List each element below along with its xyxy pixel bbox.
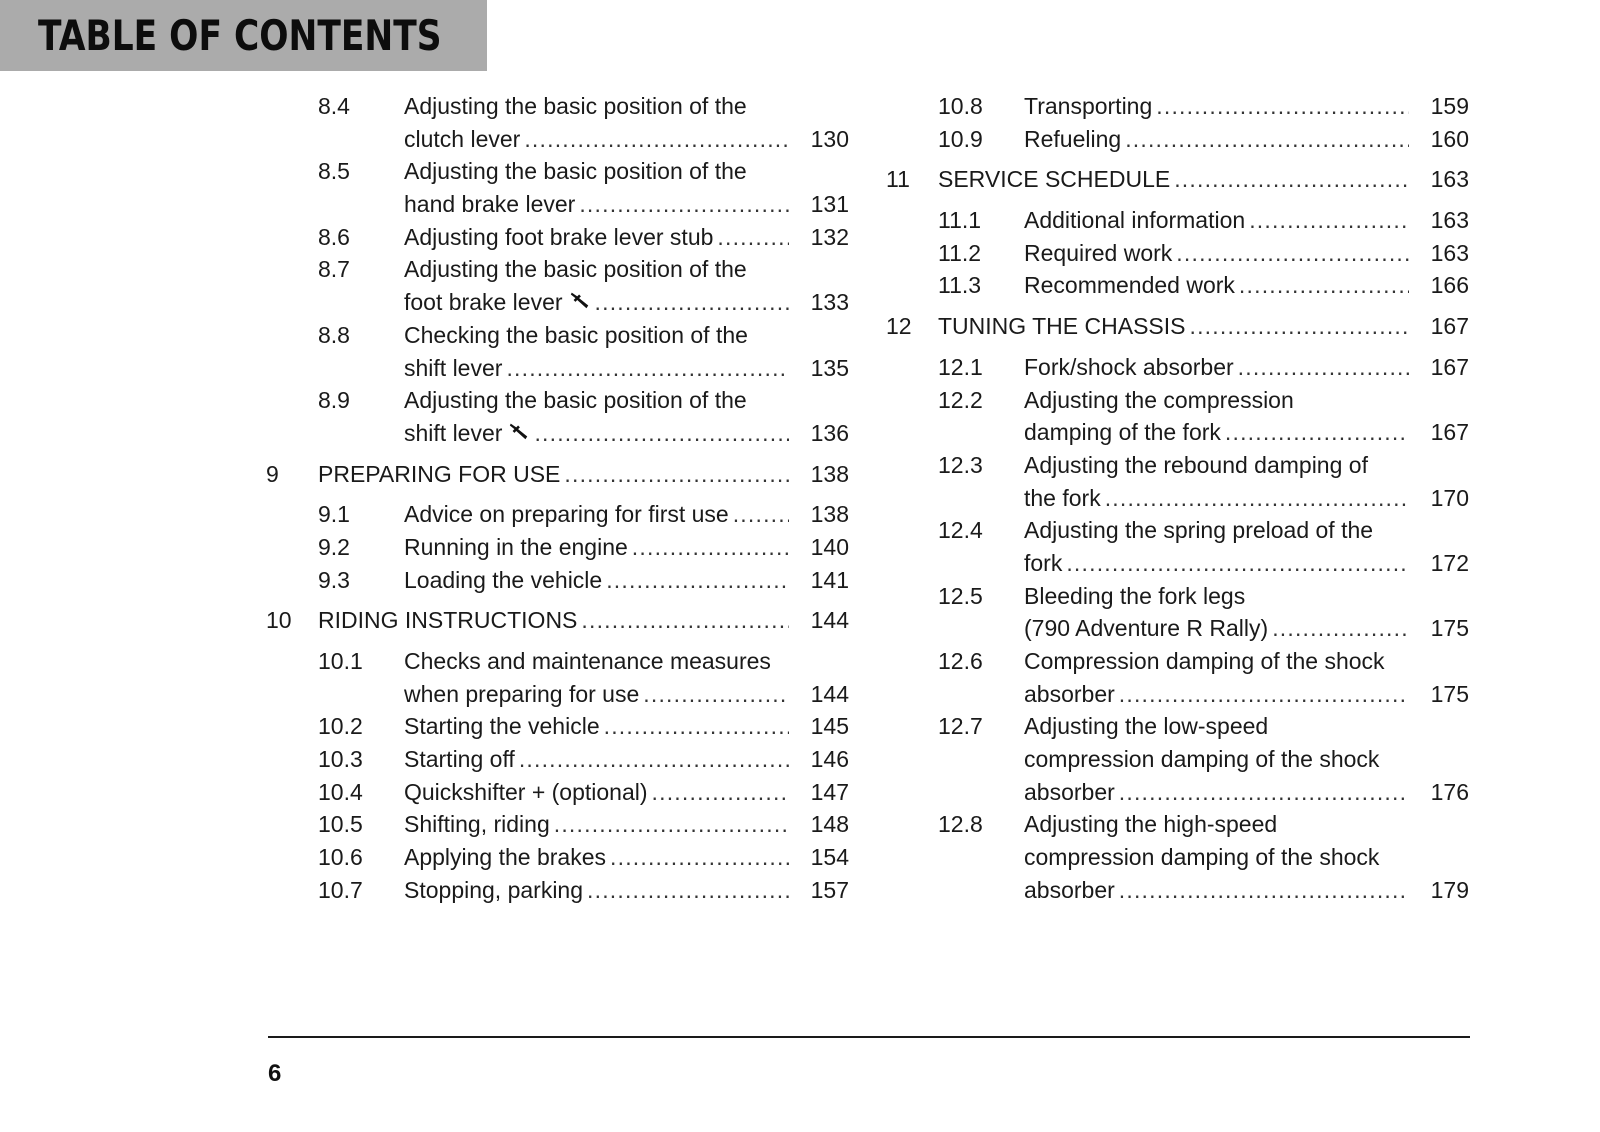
page-reference: 160	[1430, 125, 1469, 152]
section-number: 8.7	[318, 256, 350, 283]
toc-entry[interactable]	[886, 449, 1469, 514]
section-number: 10.9	[938, 125, 983, 152]
section-title: Starting off	[404, 746, 515, 773]
dot-leader	[1066, 547, 1409, 580]
page-reference: 136	[810, 419, 849, 446]
section-number: 12.7	[938, 713, 983, 740]
dot-leader	[1125, 123, 1409, 156]
section-title: Adjusting the basic position of the	[404, 256, 747, 283]
section-number: 10.5	[318, 811, 363, 838]
page-reference: 163	[1430, 239, 1469, 266]
page-reference: 176	[1430, 778, 1469, 805]
section-title: foot brake lever	[404, 289, 563, 316]
page-reference: 146	[810, 746, 849, 773]
section-title: Quickshifter + (optional)	[404, 778, 648, 805]
toc-entry[interactable]	[266, 319, 849, 384]
toc-chapter-entry[interactable]	[266, 458, 849, 491]
section-number: 10.1	[318, 648, 363, 674]
section-title: clutch lever	[404, 125, 521, 152]
page-number: 6	[268, 1060, 282, 1087]
section-number: 12.3	[938, 451, 983, 478]
page-reference: 141	[810, 566, 849, 593]
section-number: 10.4	[318, 778, 363, 805]
section-title: Adjusting the basic position of the	[404, 387, 747, 414]
section-number: 10.2	[318, 713, 363, 740]
section-title: Recommended work	[1024, 272, 1235, 299]
page-reference: 132	[810, 223, 849, 250]
section-number: 9.2	[318, 533, 350, 560]
toc-entry[interactable]	[886, 384, 1469, 449]
toc-entry[interactable]	[886, 90, 1469, 123]
section-title: Fork/shock absorber	[1024, 353, 1234, 380]
toc-entry[interactable]	[266, 564, 849, 597]
section-number: 8.4	[318, 93, 350, 119]
section-number: 10	[266, 607, 292, 634]
toc-entry[interactable]	[266, 155, 849, 220]
toc-left-column	[266, 90, 849, 907]
toc-entry[interactable]	[886, 204, 1469, 237]
section-title: Adjusting the basic position of the	[404, 93, 747, 119]
section-number: 8.9	[318, 387, 350, 414]
footer-divider	[268, 1036, 1470, 1038]
section-title: SERVICE SCHEDULE	[938, 166, 1171, 193]
toc-entry[interactable]	[266, 710, 849, 743]
dot-leader	[1156, 90, 1409, 123]
section-title: fork	[1024, 549, 1063, 576]
toc-entry[interactable]	[266, 531, 849, 564]
page-reference: 172	[1430, 549, 1469, 576]
section-title: Shifting, riding	[404, 811, 550, 838]
dot-leader	[606, 564, 789, 597]
page-reference: 170	[1430, 484, 1469, 511]
section-title: shift lever	[404, 419, 503, 446]
dot-leader	[1238, 351, 1409, 384]
section-title: Additional information	[1024, 207, 1246, 234]
dot-leader	[652, 776, 789, 809]
section-title: Adjusting the spring preload of the	[1024, 517, 1374, 544]
dot-leader	[1119, 776, 1409, 809]
toc-entry[interactable]	[886, 710, 1469, 808]
page-reference: 167	[1430, 353, 1469, 380]
section-title: shift lever	[404, 354, 503, 381]
dot-leader	[643, 678, 789, 711]
page-reference: 135	[810, 354, 849, 381]
section-number: 9.3	[318, 566, 350, 593]
dot-leader	[604, 710, 789, 743]
dot-leader	[506, 352, 789, 385]
section-number: 8.6	[318, 223, 350, 250]
page-reference: 133	[810, 289, 849, 316]
page-reference: 175	[1430, 615, 1469, 642]
toc-entry[interactable]	[266, 808, 849, 841]
dot-leader	[733, 498, 789, 531]
toc-entry[interactable]	[886, 269, 1469, 302]
section-title: Refueling	[1024, 125, 1122, 152]
section-number: 11	[886, 166, 910, 193]
page-reference: 138	[810, 501, 849, 528]
section-title: compression damping of the shock	[1024, 844, 1380, 871]
section-number: 12	[886, 313, 912, 340]
section-title: Checks and maintenance measures	[404, 648, 771, 674]
page-title: TABLE OF CONTENTS	[38, 11, 442, 60]
section-number: 11.1	[938, 207, 982, 234]
page-reference: 175	[1430, 680, 1469, 707]
toc-entry[interactable]	[886, 237, 1469, 270]
page-reference: 163	[1430, 207, 1469, 234]
dot-leader	[564, 458, 789, 491]
page-reference: 154	[810, 844, 849, 871]
section-title: Adjusting the basic position of the	[404, 158, 747, 185]
section-title: PREPARING FOR USE	[318, 460, 561, 487]
section-title: Adjusting the compression	[1024, 386, 1294, 413]
section-title: Adjusting the low-speed	[1024, 713, 1269, 740]
toc-entry[interactable]	[266, 90, 849, 155]
section-title: RIDING INSTRUCTIONS	[318, 607, 578, 634]
toc-entry[interactable]	[886, 514, 1469, 579]
section-number: 10.7	[318, 876, 363, 903]
toc-entry[interactable]	[266, 645, 849, 710]
page-reference: 131	[810, 191, 849, 218]
section-title: damping of the fork	[1024, 419, 1221, 446]
section-number: 12.8	[938, 811, 983, 838]
section-number: 9	[266, 460, 279, 487]
dot-leader	[1119, 678, 1409, 711]
section-number: 12.2	[938, 386, 983, 413]
section-title: Applying the brakes	[404, 844, 607, 871]
toc-entry[interactable]	[266, 776, 849, 809]
dot-leader	[554, 808, 789, 841]
dot-leader	[1272, 612, 1409, 645]
dot-leader	[1105, 482, 1409, 515]
dot-leader	[524, 123, 789, 156]
toc-chapter-entry[interactable]	[886, 310, 1469, 343]
section-title: (790 Adventure R Rally)	[1024, 615, 1269, 642]
section-number: 10.3	[318, 746, 363, 773]
page-reference: 167	[1430, 313, 1469, 340]
section-title: the fork	[1024, 484, 1101, 511]
toc-entry[interactable]	[886, 580, 1469, 645]
page-reference: 130	[810, 125, 849, 152]
section-number: 11.2	[938, 239, 982, 266]
section-title: Required work	[1024, 239, 1173, 266]
section-title: Starting the vehicle	[404, 713, 600, 740]
toc-entry[interactable]	[886, 351, 1469, 384]
section-number: 8.5	[318, 158, 350, 185]
dot-leader	[595, 286, 789, 319]
section-number: 12.1	[938, 353, 983, 380]
section-title: absorber	[1024, 680, 1115, 707]
page-reference: 163	[1430, 166, 1469, 193]
section-title: hand brake lever	[404, 191, 576, 218]
dot-leader	[1190, 310, 1410, 343]
dot-leader	[1225, 416, 1409, 449]
dot-leader	[587, 874, 789, 907]
page-reference: 138	[810, 460, 849, 487]
section-title: Adjusting the high-speed	[1024, 811, 1278, 838]
wrench-icon	[569, 286, 591, 306]
section-title: Adjusting the rebound damping of	[1024, 451, 1368, 478]
page-reference: 144	[810, 680, 849, 707]
page-reference: 157	[810, 876, 849, 903]
dot-leader	[1174, 163, 1409, 196]
dot-leader	[1176, 237, 1409, 270]
toc-chapter-entry[interactable]	[266, 604, 849, 637]
toc-entry[interactable]	[266, 743, 849, 776]
section-number: 11.3	[938, 272, 982, 299]
section-title: Loading the vehicle	[404, 566, 603, 593]
page-reference: 148	[810, 811, 849, 838]
section-number: 12.6	[938, 648, 983, 674]
page-reference: 159	[1430, 93, 1469, 119]
toc-entry[interactable]	[266, 253, 849, 318]
section-number: 12.5	[938, 582, 983, 609]
toc-entry[interactable]	[266, 874, 849, 907]
section-number: 12.4	[938, 517, 983, 544]
dot-leader	[1119, 874, 1409, 907]
section-title: Adjusting foot brake lever stub	[404, 223, 714, 250]
toc-entry[interactable]	[266, 221, 849, 254]
section-title: absorber	[1024, 778, 1115, 805]
toc-entry[interactable]	[266, 384, 849, 449]
toc-right-column	[886, 90, 1469, 907]
section-title: when preparing for use	[404, 680, 640, 707]
page-reference: 167	[1430, 419, 1469, 446]
toc-entry[interactable]	[886, 645, 1469, 710]
toc-entry[interactable]	[886, 808, 1469, 906]
toc-chapter-entry[interactable]	[886, 163, 1469, 196]
toc-entry[interactable]	[266, 841, 849, 874]
page-reference: 147	[810, 778, 849, 805]
section-title: Advice on preparing for first use	[404, 501, 729, 528]
dot-leader	[581, 604, 789, 637]
section-title: Running in the engine	[404, 533, 628, 560]
dot-leader	[717, 221, 789, 254]
dot-leader	[519, 743, 789, 776]
toc-entry[interactable]	[886, 123, 1469, 156]
toc-entry[interactable]	[266, 498, 849, 531]
dot-leader	[579, 188, 789, 221]
section-title: TUNING THE CHASSIS	[938, 313, 1186, 340]
page-reference: 140	[810, 533, 849, 560]
section-number: 10.6	[318, 844, 363, 871]
page-reference: 166	[1430, 272, 1469, 299]
dot-leader	[1239, 269, 1409, 302]
section-number: 10.8	[938, 93, 983, 119]
section-number: 8.8	[318, 321, 350, 348]
wrench-icon	[508, 417, 530, 437]
dot-leader	[1249, 204, 1409, 237]
section-title: absorber	[1024, 876, 1115, 903]
dot-leader	[632, 531, 789, 564]
header-bar	[0, 0, 487, 71]
section-title: compression damping of the shock	[1024, 746, 1380, 773]
dot-leader	[610, 841, 789, 874]
section-title: Compression damping of the shock	[1024, 648, 1385, 674]
section-number: 9.1	[318, 501, 350, 528]
section-title: Bleeding the fork legs	[1024, 582, 1246, 609]
section-title: Checking the basic position of the	[404, 321, 748, 348]
section-title: Stopping, parking	[404, 876, 584, 903]
dot-leader	[534, 417, 789, 450]
page-reference: 179	[1430, 876, 1469, 903]
section-title: Transporting	[1024, 93, 1153, 119]
page-reference: 145	[810, 713, 849, 740]
page-reference: 144	[810, 607, 849, 634]
